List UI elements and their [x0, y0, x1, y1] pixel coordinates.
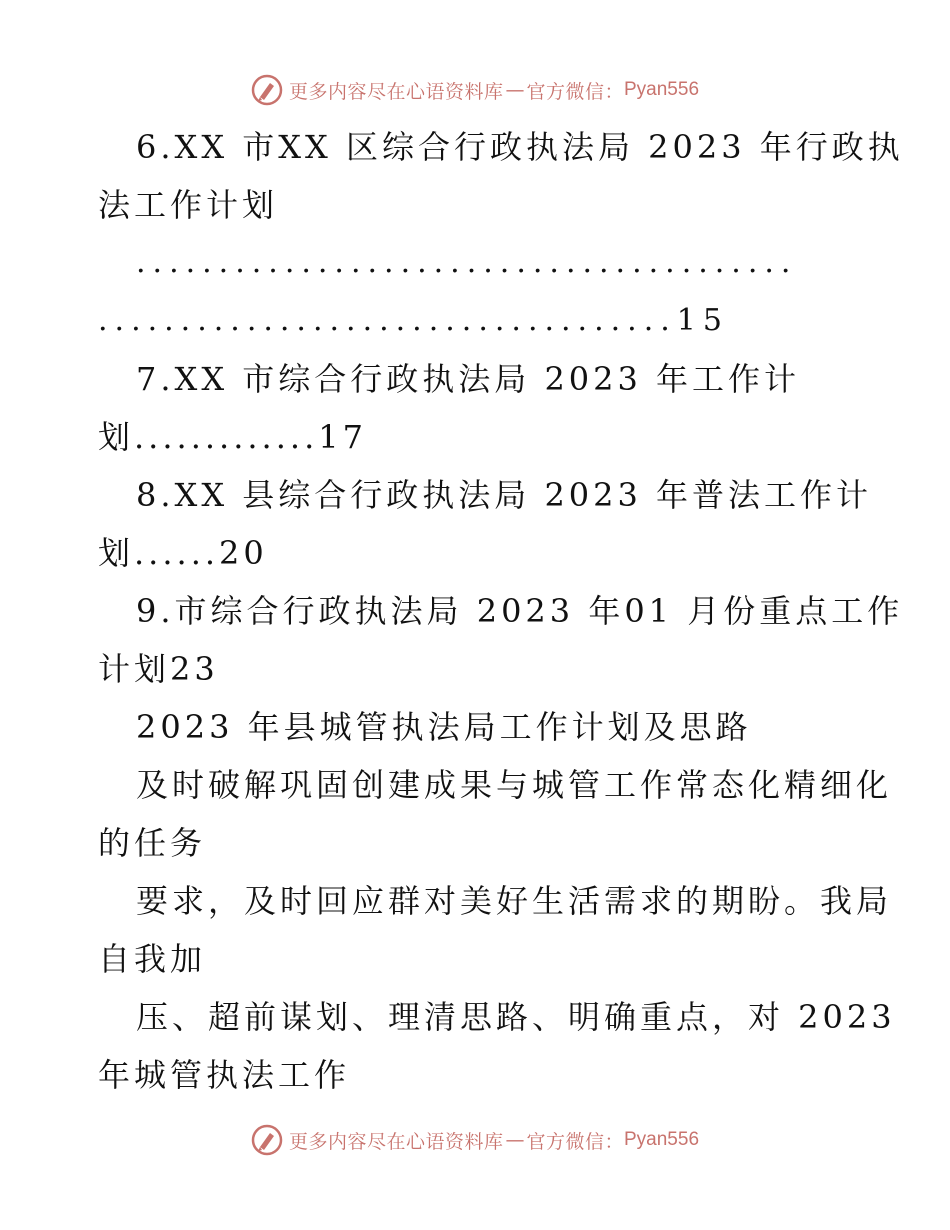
paragraph-line: 年城管执法工作 — [98, 1056, 351, 1094]
watermark-wechat-label: 官方微信： — [526, 80, 624, 103]
toc-entry-7-line2: 划.............17 — [98, 418, 367, 456]
paragraph-line: 压、超前谋划、理清思路、明确重点，对 2023 — [136, 998, 896, 1036]
paragraph-line: 及时破解巩固创建成果与城管工作常态化精细化 — [136, 766, 893, 804]
toc-entry-6-leader-dots: ........................................ — [136, 245, 798, 280]
watermark-separator: — — [505, 1129, 525, 1151]
toc-entry-6-line2: 法工作计划 — [98, 186, 279, 224]
paragraph-line: 自我加 — [98, 940, 207, 978]
watermark-wechat-label: 官方微信： — [526, 1130, 624, 1153]
toc-entry-9-line1: 9.市综合行政执法局 2023 年01 月份重点工作 — [136, 592, 904, 630]
toc-entry-8-line1: 8.XX 县综合行政执法局 2023 年普法工作计 — [136, 476, 873, 514]
section-title: 2023 年县城管执法局工作计划及思路 — [136, 708, 752, 746]
toc-entry-8-line2: 划......20 — [98, 534, 268, 572]
toc-entry-9-line2: 计划23 — [98, 650, 219, 688]
toc-entry-6-page: ...................................15 — [98, 303, 729, 338]
pen-logo-icon — [251, 74, 283, 106]
footer-watermark — [0, 1120, 950, 1160]
watermark-wechat-id: Pyan556 — [624, 79, 700, 100]
watermark-text: 更多内容尽在心语资料库 — [288, 80, 504, 103]
watermark-separator: — — [505, 79, 525, 101]
toc-entry-6-line1: 6.XX 市XX 区综合行政执法局 2023 年行政执 — [136, 128, 904, 166]
paragraph-line: 要求，及时回应群对美好生活需求的期盼。我局 — [136, 882, 893, 920]
watermark-text: 更多内容尽在心语资料库 — [288, 1130, 504, 1153]
document-body — [98, 118, 904, 1104]
header-watermark — [0, 70, 950, 110]
pen-logo-icon — [251, 1124, 283, 1156]
toc-entry-7-line1: 7.XX 市综合行政执法局 2023 年工作计 — [136, 360, 801, 398]
paragraph-line: 的任务 — [98, 824, 207, 862]
watermark-wechat-id: Pyan556 — [624, 1129, 700, 1150]
